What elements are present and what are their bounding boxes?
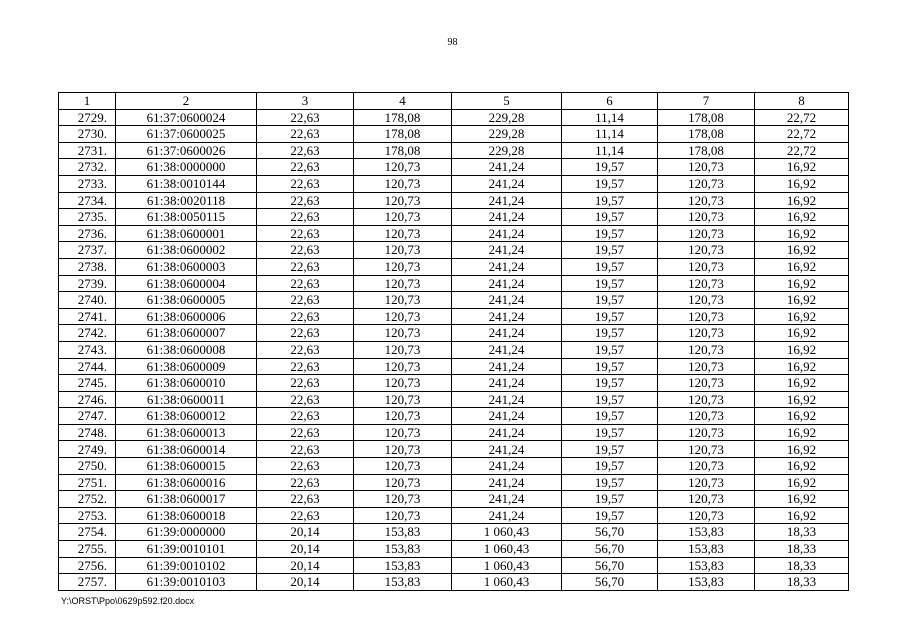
table-cell: 61:38:0600001 bbox=[116, 225, 257, 242]
table-cell: 22,63 bbox=[257, 341, 354, 358]
table-cell: 22,63 bbox=[257, 126, 354, 143]
column-header: 2 bbox=[116, 93, 257, 110]
table-cell: 120,73 bbox=[658, 258, 755, 275]
table-cell: 120,73 bbox=[354, 292, 452, 309]
table-cell: 120,73 bbox=[354, 325, 452, 342]
table-cell: 16,92 bbox=[755, 209, 849, 226]
table-cell: 153,83 bbox=[354, 574, 452, 591]
table-row bbox=[59, 474, 849, 491]
table-cell: 20,14 bbox=[257, 541, 354, 558]
table-cell: 19,57 bbox=[562, 424, 658, 441]
table-cell: 22,63 bbox=[257, 159, 354, 176]
table-cell: 22,63 bbox=[257, 242, 354, 259]
table-cell: 61:38:0600002 bbox=[116, 242, 257, 259]
table-cell: 22,63 bbox=[257, 441, 354, 458]
table-cell: 22,63 bbox=[257, 325, 354, 342]
table-cell: 120,73 bbox=[354, 209, 452, 226]
table-cell: 241,24 bbox=[452, 474, 562, 491]
table-cell: 18,33 bbox=[755, 541, 849, 558]
table-cell: 61:38:0600011 bbox=[116, 391, 257, 408]
table-cell: 22,63 bbox=[257, 292, 354, 309]
table-cell: 120,73 bbox=[354, 424, 452, 441]
table-cell: 22,63 bbox=[257, 375, 354, 392]
table-cell: 2745. bbox=[59, 375, 116, 392]
table-cell: 56,70 bbox=[562, 541, 658, 558]
table-cell: 2746. bbox=[59, 391, 116, 408]
table-cell: 229,28 bbox=[452, 109, 562, 126]
table-cell: 120,73 bbox=[354, 341, 452, 358]
table-row bbox=[59, 408, 849, 425]
table-cell: 120,73 bbox=[354, 358, 452, 375]
page-number: 98 bbox=[447, 37, 458, 48]
column-header: 7 bbox=[658, 93, 755, 110]
table-cell: 241,24 bbox=[452, 458, 562, 475]
table-cell: 16,92 bbox=[755, 341, 849, 358]
table-cell: 120,73 bbox=[658, 491, 755, 508]
table-cell: 120,73 bbox=[354, 159, 452, 176]
table-row bbox=[59, 159, 849, 176]
table-cell: 61:38:0600016 bbox=[116, 474, 257, 491]
table-cell: 61:38:0600007 bbox=[116, 325, 257, 342]
table-cell: 2750. bbox=[59, 458, 116, 475]
table-cell: 56,70 bbox=[562, 557, 658, 574]
table-cell: 61:38:0000000 bbox=[116, 159, 257, 176]
table-cell: 2731. bbox=[59, 142, 116, 159]
table-row bbox=[59, 258, 849, 275]
table-cell: 2739. bbox=[59, 275, 116, 292]
table-cell: 19,57 bbox=[562, 391, 658, 408]
table-cell: 19,57 bbox=[562, 192, 658, 209]
table-cell: 241,24 bbox=[452, 358, 562, 375]
table-cell: 178,08 bbox=[658, 109, 755, 126]
table-cell: 22,63 bbox=[257, 424, 354, 441]
table-cell: 2757. bbox=[59, 574, 116, 591]
table-row bbox=[59, 557, 849, 574]
table-cell: 1 060,43 bbox=[452, 524, 562, 541]
table-cell: 120,73 bbox=[354, 458, 452, 475]
table-row bbox=[59, 292, 849, 309]
table-cell: 22,63 bbox=[257, 109, 354, 126]
table-row bbox=[59, 391, 849, 408]
table-cell: 16,92 bbox=[755, 192, 849, 209]
table-cell: 16,92 bbox=[755, 175, 849, 192]
table-cell: 11,14 bbox=[562, 126, 658, 143]
table-row bbox=[59, 458, 849, 475]
table-cell: 241,24 bbox=[452, 159, 562, 176]
table-cell: 16,92 bbox=[755, 491, 849, 508]
table-cell: 2734. bbox=[59, 192, 116, 209]
column-header: 5 bbox=[452, 93, 562, 110]
table-cell: 56,70 bbox=[562, 524, 658, 541]
table-cell: 241,24 bbox=[452, 209, 562, 226]
table-row bbox=[59, 524, 849, 541]
table-cell: 61:38:0600004 bbox=[116, 275, 257, 292]
table-cell: 16,92 bbox=[755, 325, 849, 342]
table-cell: 20,14 bbox=[257, 557, 354, 574]
table-cell: 120,73 bbox=[658, 408, 755, 425]
table-cell: 19,57 bbox=[562, 325, 658, 342]
table-cell: 2733. bbox=[59, 175, 116, 192]
table-cell: 153,83 bbox=[658, 524, 755, 541]
table-cell: 22,63 bbox=[257, 458, 354, 475]
table-row bbox=[59, 275, 849, 292]
table-cell: 61:38:0600005 bbox=[116, 292, 257, 309]
table-row bbox=[59, 225, 849, 242]
table-cell: 19,57 bbox=[562, 159, 658, 176]
table-cell: 16,92 bbox=[755, 391, 849, 408]
table-cell: 19,57 bbox=[562, 242, 658, 259]
table-cell: 2754. bbox=[59, 524, 116, 541]
table-cell: 61:39:0010102 bbox=[116, 557, 257, 574]
table-cell: 19,57 bbox=[562, 458, 658, 475]
table-cell: 19,57 bbox=[562, 258, 658, 275]
table-cell: 20,14 bbox=[257, 574, 354, 591]
table-row bbox=[59, 126, 849, 143]
table-cell: 61:38:0600017 bbox=[116, 491, 257, 508]
table-row bbox=[59, 325, 849, 342]
table-cell: 20,14 bbox=[257, 524, 354, 541]
table-cell: 120,73 bbox=[658, 308, 755, 325]
table-cell: 61:38:0050115 bbox=[116, 209, 257, 226]
table-cell: 61:38:0600006 bbox=[116, 308, 257, 325]
table-row bbox=[59, 375, 849, 392]
table-cell: 241,24 bbox=[452, 375, 562, 392]
table-cell: 241,24 bbox=[452, 391, 562, 408]
table-cell: 18,33 bbox=[755, 574, 849, 591]
table-cell: 2743. bbox=[59, 341, 116, 358]
table-cell: 16,92 bbox=[755, 308, 849, 325]
table-row bbox=[59, 441, 849, 458]
table-cell: 61:38:0020118 bbox=[116, 192, 257, 209]
table-cell: 61:38:0600003 bbox=[116, 258, 257, 275]
table-cell: 22,63 bbox=[257, 491, 354, 508]
table-row bbox=[59, 209, 849, 226]
table-row bbox=[59, 242, 849, 259]
table-cell: 241,24 bbox=[452, 325, 562, 342]
table-cell: 22,63 bbox=[257, 275, 354, 292]
table-cell: 120,73 bbox=[658, 458, 755, 475]
column-header: 3 bbox=[257, 93, 354, 110]
table-cell: 241,24 bbox=[452, 175, 562, 192]
table-cell: 22,72 bbox=[755, 142, 849, 159]
table-cell: 229,28 bbox=[452, 142, 562, 159]
table-cell: 16,92 bbox=[755, 424, 849, 441]
table-cell: 22,63 bbox=[257, 474, 354, 491]
table-cell: 19,57 bbox=[562, 275, 658, 292]
table-cell: 2744. bbox=[59, 358, 116, 375]
table-cell: 241,24 bbox=[452, 441, 562, 458]
table-cell: 16,92 bbox=[755, 242, 849, 259]
table-cell: 1 060,43 bbox=[452, 541, 562, 558]
table-cell: 241,24 bbox=[452, 424, 562, 441]
table-cell: 61:38:0600013 bbox=[116, 424, 257, 441]
table-cell: 120,73 bbox=[354, 225, 452, 242]
table-cell: 22,63 bbox=[257, 175, 354, 192]
table-body bbox=[59, 109, 849, 590]
table-cell: 61:37:0600024 bbox=[116, 109, 257, 126]
table-cell: 16,92 bbox=[755, 458, 849, 475]
table-cell: 2749. bbox=[59, 441, 116, 458]
table-cell: 120,73 bbox=[354, 507, 452, 524]
table-cell: 2729. bbox=[59, 109, 116, 126]
table-cell: 22,63 bbox=[257, 209, 354, 226]
table-cell: 19,57 bbox=[562, 358, 658, 375]
table-cell: 1 060,43 bbox=[452, 574, 562, 591]
table-cell: 2730. bbox=[59, 126, 116, 143]
table-cell: 241,24 bbox=[452, 491, 562, 508]
table-cell: 19,57 bbox=[562, 408, 658, 425]
table-cell: 2740. bbox=[59, 292, 116, 309]
table-cell: 153,83 bbox=[658, 574, 755, 591]
table-cell: 241,24 bbox=[452, 292, 562, 309]
table-cell: 22,63 bbox=[257, 192, 354, 209]
table-cell: 16,92 bbox=[755, 375, 849, 392]
table-row bbox=[59, 491, 849, 508]
table-row bbox=[59, 341, 849, 358]
table-cell: 120,73 bbox=[354, 375, 452, 392]
table-row bbox=[59, 308, 849, 325]
table-cell: 2732. bbox=[59, 159, 116, 176]
table-cell: 2741. bbox=[59, 308, 116, 325]
table-cell: 2736. bbox=[59, 225, 116, 242]
table-cell: 120,73 bbox=[354, 391, 452, 408]
table-cell: 241,24 bbox=[452, 507, 562, 524]
table-cell: 2735. bbox=[59, 209, 116, 226]
table-cell: 120,73 bbox=[658, 192, 755, 209]
table-cell: 19,57 bbox=[562, 341, 658, 358]
table-cell: 19,57 bbox=[562, 474, 658, 491]
table-cell: 22,72 bbox=[755, 126, 849, 143]
table-cell: 120,73 bbox=[658, 159, 755, 176]
table-cell: 178,08 bbox=[658, 142, 755, 159]
table-cell: 241,24 bbox=[452, 341, 562, 358]
table-cell: 120,73 bbox=[658, 325, 755, 342]
table-cell: 153,83 bbox=[354, 557, 452, 574]
table-cell: 178,08 bbox=[354, 109, 452, 126]
table-cell: 120,73 bbox=[658, 507, 755, 524]
table-cell: 16,92 bbox=[755, 358, 849, 375]
table-cell: 241,24 bbox=[452, 242, 562, 259]
table-cell: 120,73 bbox=[354, 441, 452, 458]
table-cell: 16,92 bbox=[755, 292, 849, 309]
table-cell: 120,73 bbox=[658, 375, 755, 392]
column-header: 1 bbox=[59, 93, 116, 110]
table-cell: 120,73 bbox=[658, 175, 755, 192]
table-cell: 19,57 bbox=[562, 292, 658, 309]
table-cell: 229,28 bbox=[452, 126, 562, 143]
table-cell: 16,92 bbox=[755, 507, 849, 524]
table-cell: 2753. bbox=[59, 507, 116, 524]
table-cell: 16,92 bbox=[755, 159, 849, 176]
table-cell: 120,73 bbox=[658, 209, 755, 226]
table-cell: 153,83 bbox=[658, 541, 755, 558]
table-cell: 120,73 bbox=[658, 391, 755, 408]
table-cell: 16,92 bbox=[755, 225, 849, 242]
table-cell: 120,73 bbox=[354, 258, 452, 275]
table-row bbox=[59, 109, 849, 126]
table-cell: 120,73 bbox=[354, 275, 452, 292]
table-cell: 22,63 bbox=[257, 142, 354, 159]
table-cell: 120,73 bbox=[354, 408, 452, 425]
table-cell: 19,57 bbox=[562, 507, 658, 524]
table-cell: 178,08 bbox=[354, 142, 452, 159]
table-cell: 19,57 bbox=[562, 175, 658, 192]
column-header: 6 bbox=[562, 93, 658, 110]
table-cell: 120,73 bbox=[658, 225, 755, 242]
table-cell: 18,33 bbox=[755, 524, 849, 541]
table-cell: 120,73 bbox=[354, 474, 452, 491]
table-cell: 120,73 bbox=[658, 275, 755, 292]
table-cell: 120,73 bbox=[658, 424, 755, 441]
table-cell: 16,92 bbox=[755, 474, 849, 491]
table-cell: 61:38:0600018 bbox=[116, 507, 257, 524]
table-cell: 120,73 bbox=[658, 474, 755, 491]
column-header: 8 bbox=[755, 93, 849, 110]
table-cell: 120,73 bbox=[658, 441, 755, 458]
table-cell: 22,63 bbox=[257, 507, 354, 524]
table-cell: 61:38:0600009 bbox=[116, 358, 257, 375]
table-cell: 11,14 bbox=[562, 142, 658, 159]
table-cell: 120,73 bbox=[354, 242, 452, 259]
table-cell: 2752. bbox=[59, 491, 116, 508]
table-cell: 61:38:0600010 bbox=[116, 375, 257, 392]
table-row bbox=[59, 358, 849, 375]
table-cell: 120,73 bbox=[354, 192, 452, 209]
table-row bbox=[59, 424, 849, 441]
table-cell: 22,72 bbox=[755, 109, 849, 126]
table-cell: 61:38:0600014 bbox=[116, 441, 257, 458]
table-cell: 241,24 bbox=[452, 408, 562, 425]
footer-file-path: Y:\ORST\Ppo\0629p592.f20.docx bbox=[61, 596, 195, 606]
table-row bbox=[59, 574, 849, 591]
table-cell: 178,08 bbox=[658, 126, 755, 143]
table-cell: 19,57 bbox=[562, 225, 658, 242]
table-cell: 153,83 bbox=[354, 524, 452, 541]
table-cell: 120,73 bbox=[354, 308, 452, 325]
table-cell: 61:39:0000000 bbox=[116, 524, 257, 541]
table-cell: 19,57 bbox=[562, 308, 658, 325]
table-cell: 1 060,43 bbox=[452, 557, 562, 574]
table-cell: 61:37:0600025 bbox=[116, 126, 257, 143]
table-cell: 120,73 bbox=[658, 292, 755, 309]
column-header: 4 bbox=[354, 93, 452, 110]
table-cell: 16,92 bbox=[755, 275, 849, 292]
table-cell: 120,73 bbox=[354, 491, 452, 508]
table-cell: 241,24 bbox=[452, 308, 562, 325]
table-cell: 2755. bbox=[59, 541, 116, 558]
table-row bbox=[59, 192, 849, 209]
table-cell: 61:38:0600008 bbox=[116, 341, 257, 358]
table-cell: 241,24 bbox=[452, 258, 562, 275]
table-cell: 22,63 bbox=[257, 391, 354, 408]
table-cell: 22,63 bbox=[257, 308, 354, 325]
table-cell: 61:37:0600026 bbox=[116, 142, 257, 159]
table-header-row bbox=[59, 93, 849, 110]
table-cell: 61:39:0010103 bbox=[116, 574, 257, 591]
table-cell: 2738. bbox=[59, 258, 116, 275]
data-table bbox=[58, 92, 849, 591]
table-cell: 22,63 bbox=[257, 258, 354, 275]
table-cell: 153,83 bbox=[658, 557, 755, 574]
table-row bbox=[59, 142, 849, 159]
table-cell: 61:38:0600012 bbox=[116, 408, 257, 425]
table-cell: 61:38:0010144 bbox=[116, 175, 257, 192]
table-cell: 16,92 bbox=[755, 408, 849, 425]
table-cell: 2748. bbox=[59, 424, 116, 441]
table-cell: 56,70 bbox=[562, 574, 658, 591]
table-cell: 19,57 bbox=[562, 209, 658, 226]
table-cell: 2737. bbox=[59, 242, 116, 259]
table-cell: 2747. bbox=[59, 408, 116, 425]
table-row bbox=[59, 507, 849, 524]
table-cell: 22,63 bbox=[257, 358, 354, 375]
table-cell: 2742. bbox=[59, 325, 116, 342]
table-cell: 19,57 bbox=[562, 441, 658, 458]
table-cell: 241,24 bbox=[452, 192, 562, 209]
table-cell: 120,73 bbox=[658, 358, 755, 375]
table-cell: 61:38:0600015 bbox=[116, 458, 257, 475]
table-cell: 61:39:0010101 bbox=[116, 541, 257, 558]
table-cell: 16,92 bbox=[755, 258, 849, 275]
table-cell: 120,73 bbox=[658, 341, 755, 358]
table-cell: 241,24 bbox=[452, 275, 562, 292]
table-cell: 16,92 bbox=[755, 441, 849, 458]
table-cell: 120,73 bbox=[658, 242, 755, 259]
table-cell: 241,24 bbox=[452, 225, 562, 242]
table-cell: 19,57 bbox=[562, 491, 658, 508]
table-row bbox=[59, 175, 849, 192]
table-cell: 2756. bbox=[59, 557, 116, 574]
table-cell: 120,73 bbox=[354, 175, 452, 192]
table-cell: 178,08 bbox=[354, 126, 452, 143]
table-cell: 19,57 bbox=[562, 375, 658, 392]
table-cell: 2751. bbox=[59, 474, 116, 491]
table-cell: 153,83 bbox=[354, 541, 452, 558]
table-cell: 22,63 bbox=[257, 225, 354, 242]
table-cell: 18,33 bbox=[755, 557, 849, 574]
table-cell: 11,14 bbox=[562, 109, 658, 126]
table-row bbox=[59, 541, 849, 558]
table-cell: 22,63 bbox=[257, 408, 354, 425]
